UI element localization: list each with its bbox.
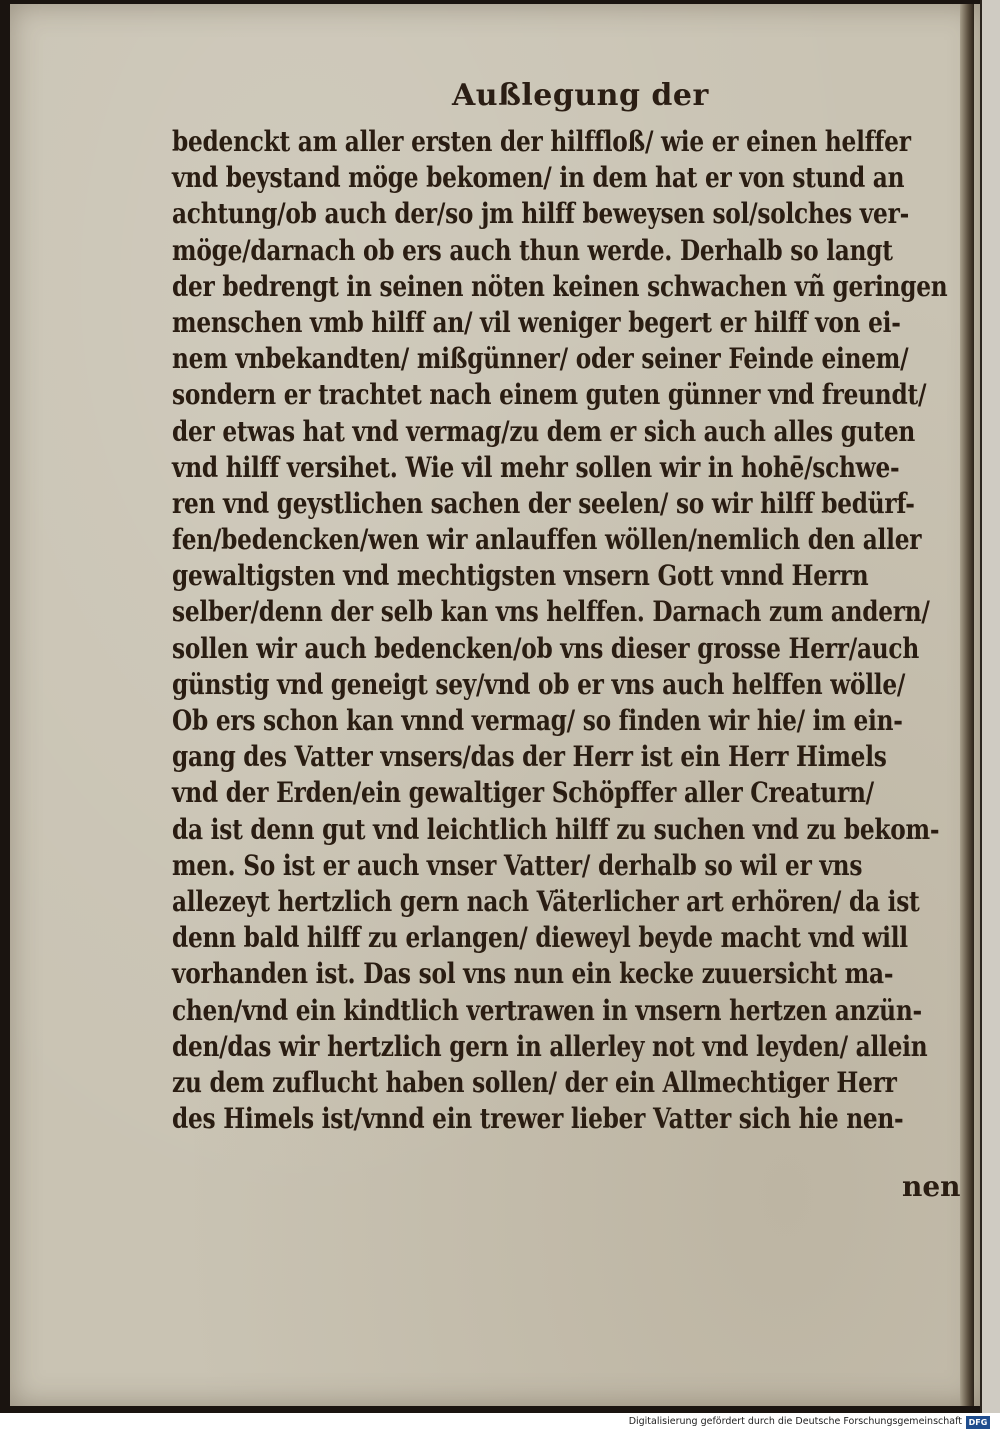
text-line: bedenckt am aller ersten der hilffloß/ wie er einen helffer bbox=[172, 125, 911, 158]
text-line: achtung/ob auch der/so jm hilff beweysen sol/solches ver- bbox=[172, 197, 909, 231]
text-line: gewaltigsten vnd mechtigsten vnsern Gott vnnd Herrn bbox=[172, 559, 869, 593]
text-line: menschen vmb hilff an/ vil weniger begert er hilff von ei- bbox=[172, 305, 901, 339]
text-line: men. So ist er auch vnser Vatter/ derhalb so wil er vns bbox=[172, 848, 863, 882]
text-line: denn bald hilff zu erlangen/ dieweyl beyde macht vnd will bbox=[172, 921, 908, 955]
text-line: chen/vnd ein kindtlich vertrawen in vnsern hertzen anzün- bbox=[172, 993, 922, 1027]
text-line: Ob ers schon kan vnnd vermag/ so finden wir hie/ im ein- bbox=[172, 704, 903, 737]
text-line: sondern er trachtet nach einem guten günner vnd freundt/ bbox=[172, 378, 927, 412]
text-line: den/das wir hertzlich gern in allerley not vnd leyden/ allein bbox=[172, 1029, 928, 1063]
text-line: da ist denn gut vnd leichtlich hilff zu suchen vnd zu bekom- bbox=[172, 812, 940, 846]
text-line: gang des Vatter vnsers/das der Herr ist ein Herr Himels bbox=[172, 740, 887, 774]
text-line: allezeyt hertzlich gern nach Väterlicher art erhören/ da ist bbox=[172, 884, 920, 918]
text-line: der etwas hat vnd vermag/zu dem er sich auch alles guten bbox=[172, 414, 916, 448]
right-edge-strip bbox=[980, 0, 1000, 1413]
text-line: fen/bedencken/wen wir anlauffen wöllen/nemlich den aller bbox=[172, 523, 922, 557]
body-text bbox=[172, 124, 962, 1137]
text-line: günstig vnd geneigt sey/vnd ob er vns auch helffen wölle/ bbox=[172, 667, 906, 701]
text-line: vnd der Erden/ein gewaltiger Schöpffer aller Creaturn/ bbox=[172, 776, 874, 810]
text-line: vorhanden ist. Das sol vns nun ein kecke zuuersicht ma- bbox=[172, 957, 894, 991]
running-head: Außlegung der bbox=[452, 78, 709, 113]
text-line: möge/darnach ob ers auch thun werde. Derhalb so langt bbox=[172, 233, 893, 267]
text-line: selber/denn der selb kan vns helffen. Darnach zum andern/ bbox=[172, 595, 930, 629]
funding-credit: Digitalisierung gefördert durch die Deutsche Forschungsgemeinschaft bbox=[628, 1416, 962, 1427]
text-line: ren vnd geystlichen sachen der seelen/ so wir hilff bedürf- bbox=[172, 486, 915, 520]
text-line: zu dem zuflucht haben sollen/ der ein Allmechtiger Herr bbox=[172, 1065, 897, 1099]
text-line: der bedrengt in seinen nöten keinen schwachen vñ geringen bbox=[172, 269, 948, 303]
text-line: nem vnbekandten/ mißgünner/ oder seiner Feinde einem/ bbox=[172, 342, 909, 376]
dfg-logo: DFG bbox=[966, 1416, 990, 1429]
page-spine-shadow bbox=[960, 4, 974, 1406]
text-line: des Himels ist/vnnd ein trewer lieber Vatter sich hie nen- bbox=[172, 1102, 904, 1136]
catchword: nen bbox=[902, 1170, 961, 1203]
text-line: vnd hilff versihet. Wie vil mehr sollen wir in hohē/schwe- bbox=[172, 450, 900, 484]
footer-bar bbox=[0, 1413, 1000, 1433]
text-line: sollen wir auch bedencken/ob vns dieser grosse Herr/auch bbox=[172, 631, 919, 665]
text-line: vnd beystand möge bekomen/ in dem hat er von stund an bbox=[172, 161, 905, 195]
